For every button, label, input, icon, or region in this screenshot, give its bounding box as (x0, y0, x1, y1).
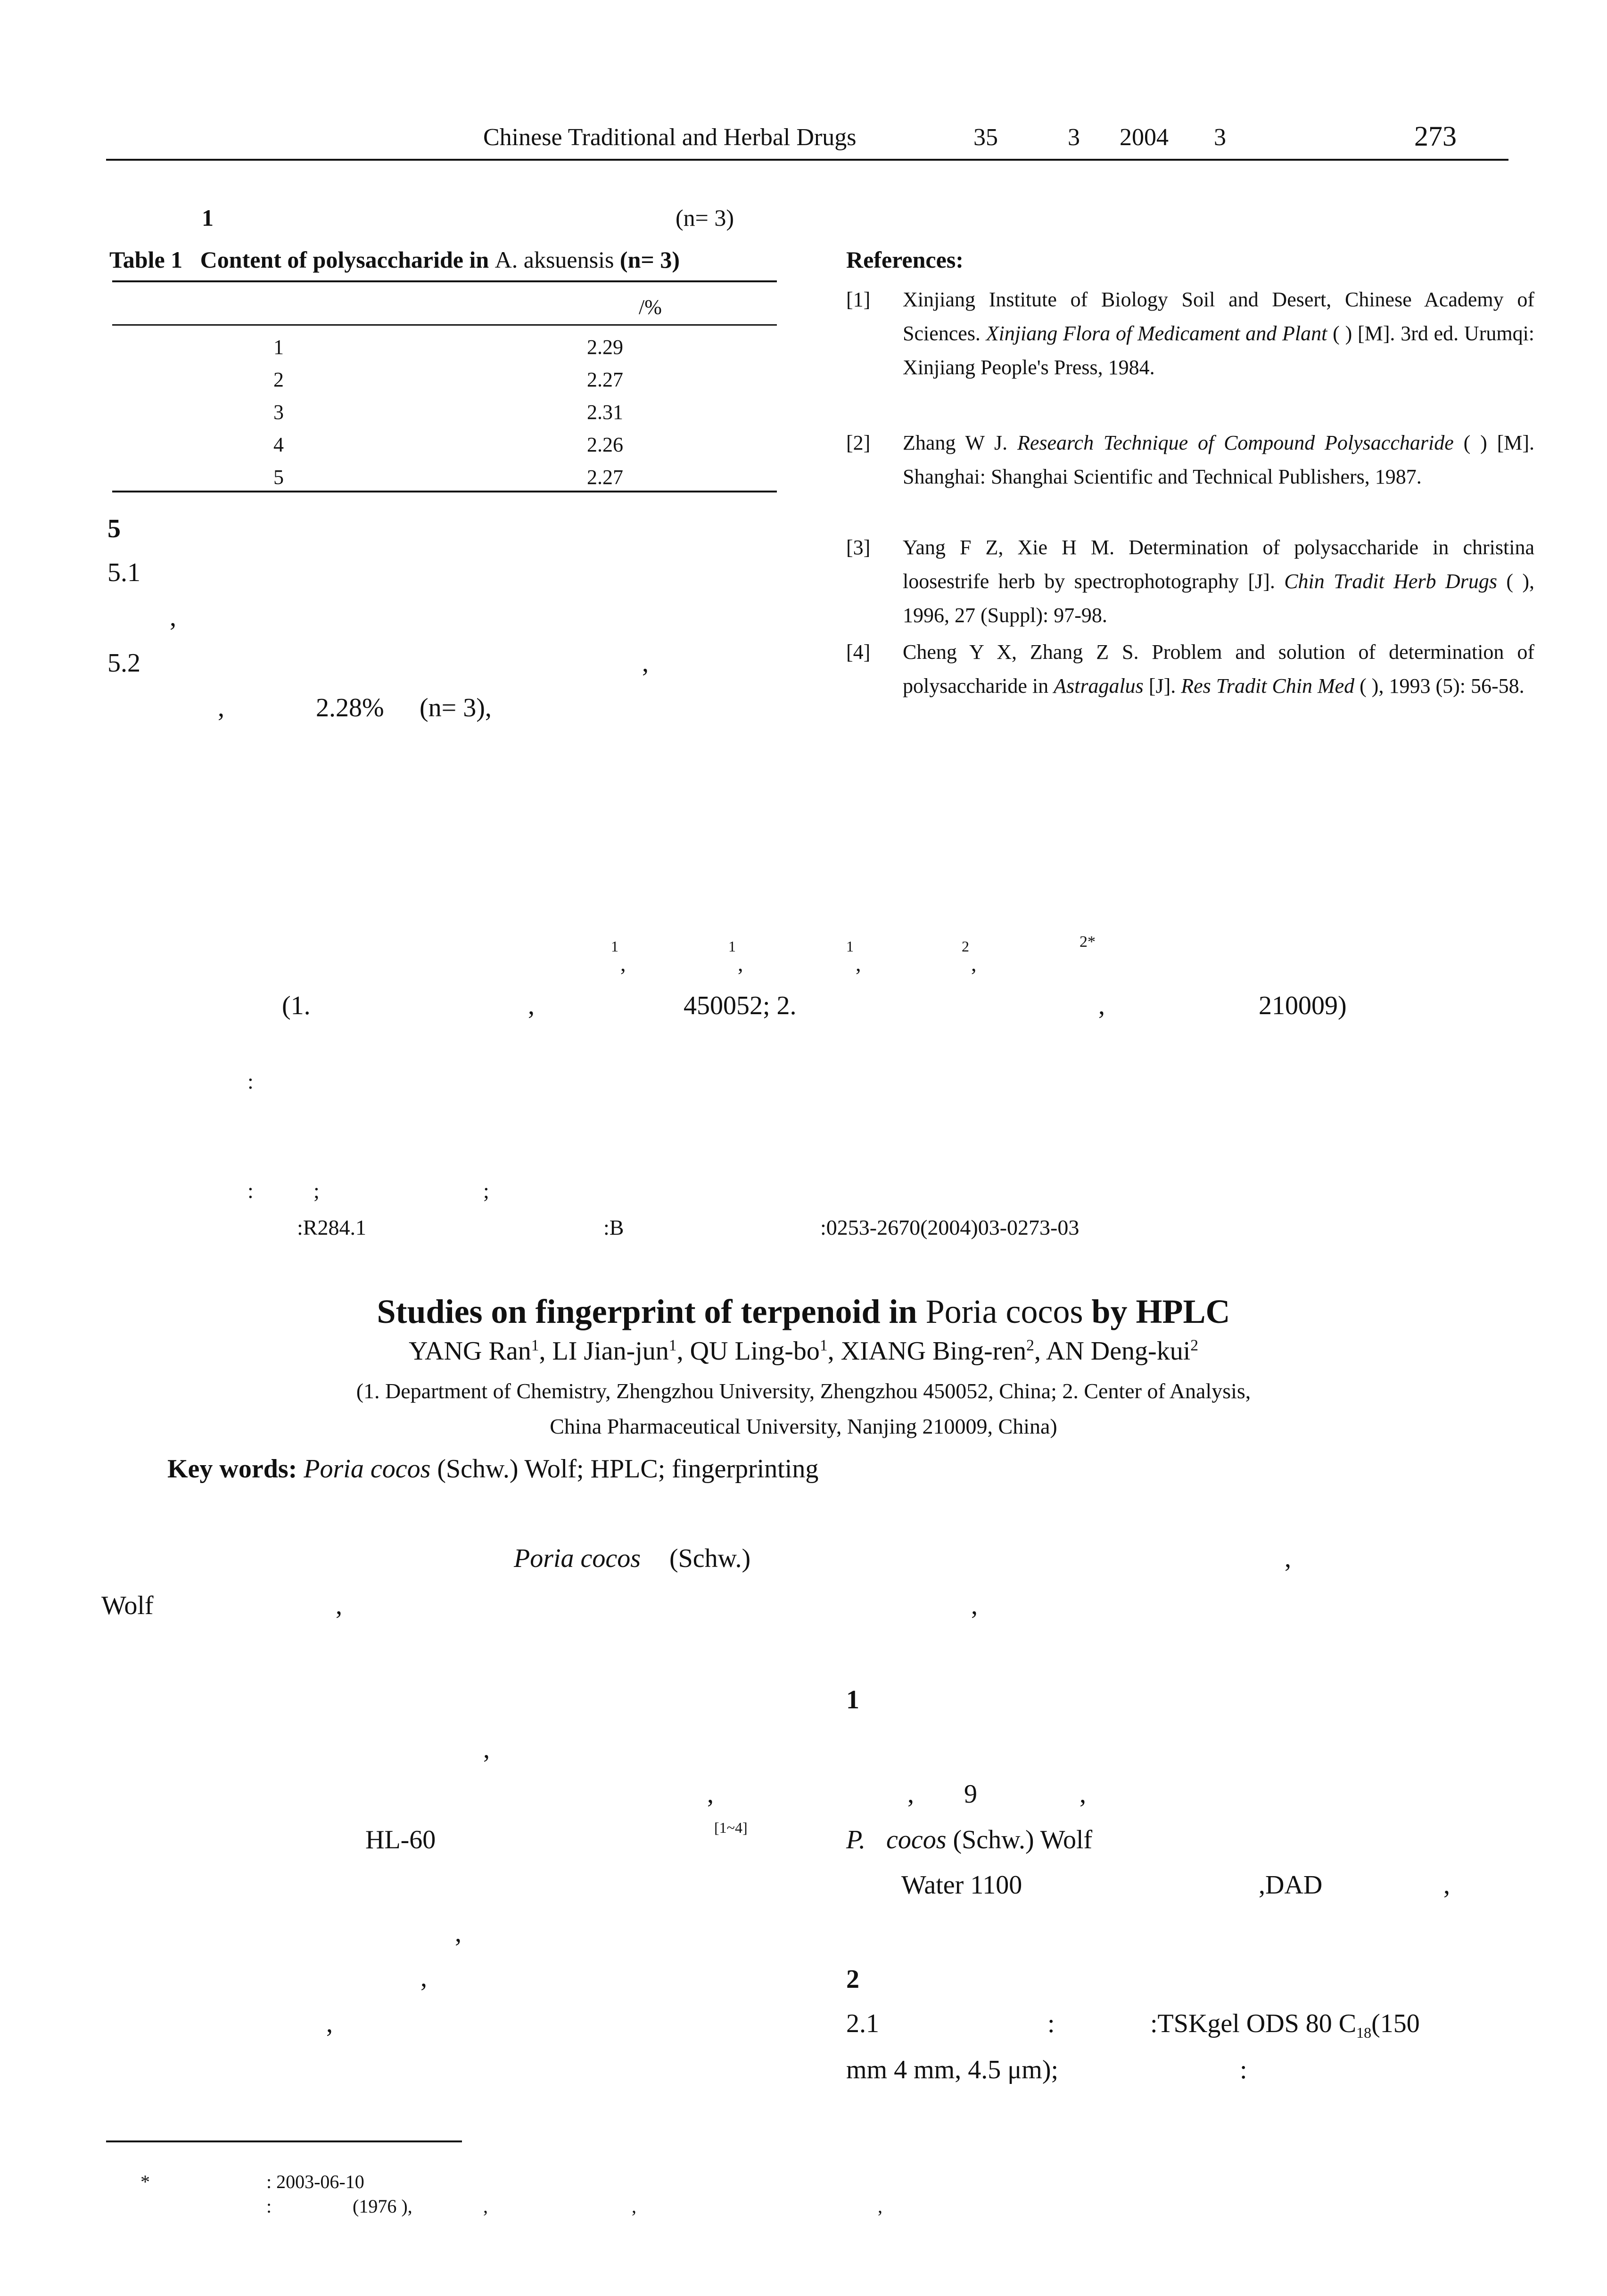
journal-name: Chinese Traditional and Herbal Drugs (483, 124, 857, 151)
table-row-no: 3 (273, 401, 284, 424)
table-mid-rule (112, 324, 777, 326)
clc-number: :R284.1 (297, 1215, 366, 1239)
english-author: YANG Ran (408, 1337, 531, 1366)
reference-number: [1] (846, 288, 871, 311)
methods-column-sub: 18 (1356, 2024, 1372, 2042)
section-5-heading: 5 (107, 514, 121, 543)
section-2-1-heading: 2.1 (846, 2009, 879, 2038)
english-author: AN Deng-kui (1046, 1337, 1191, 1366)
footnote-bio-colon: : (266, 2196, 272, 2217)
footnote-rule (106, 2140, 462, 2142)
english-author: LI Jian-jun (552, 1337, 669, 1366)
reference-text-part: Xinjiang Institute of Biology Soil and Desert, Chinese Academy of Sciences. (903, 288, 1534, 345)
author-sep-4: , (971, 951, 977, 976)
affiliation-zip-2: 210009) (1259, 991, 1347, 1020)
intro-species: Poria cocos (514, 1544, 641, 1573)
intro-comma: , (326, 2009, 333, 2038)
reference-text-part: ( ), 1993 (5): 56-58. (1354, 674, 1525, 697)
section-5-2-comma: , (642, 648, 649, 678)
document-code: :B (603, 1215, 624, 1239)
reference-text-part: Research Technique of Compound Polysaccharide (1017, 431, 1454, 454)
english-title-species: Poria cocos (925, 1293, 1083, 1330)
reference-item (846, 283, 1534, 419)
intro-comma: , (483, 1735, 490, 1764)
methods-sample-count: 9 (964, 1779, 977, 1809)
table-bottom-rule (112, 491, 777, 492)
journal-issue: 3 (1068, 124, 1080, 151)
english-keywords (167, 1454, 818, 1484)
result-n: (n= 3), (420, 693, 492, 722)
reference-text-part: Xinjiang Flora of Medicament and Plant (986, 322, 1327, 345)
table-species-genus: A. (494, 246, 518, 273)
table-caption-en (109, 246, 680, 273)
methods-dimensions: mm 4 mm, 4.5 μm); (846, 2055, 1059, 2084)
reference-number: [3] (846, 536, 871, 559)
section-1-heading: 1 (846, 1685, 859, 1714)
english-author-sup: 2 (1190, 1337, 1199, 1354)
author-sup-5: 2* (1080, 933, 1096, 951)
methods-comma: , (1443, 1870, 1450, 1900)
table-title: Content of polysaccharide in (200, 246, 489, 273)
author-sep-3: , (856, 951, 861, 976)
reference-text (903, 283, 1534, 385)
english-authors: YANG Ran$^1$, LI Jian-jun$^1$, QU Ling-$bo^1$, XIANG Bing-ren$^2$, AN Deng-kui$^2$ (408, 1337, 1199, 1366)
reference-item (846, 635, 1534, 739)
reference-text (903, 426, 1534, 494)
english-keywords-rest: (Schw.) Wolf; HPLC; fingerprinting (437, 1454, 819, 1484)
reference-text-part: ( ) [M]. Shanghai: Shanghai Scientific and Technical Publishers, 1987. (903, 431, 1534, 488)
affiliation-open: (1. (282, 991, 311, 1020)
result-value: 2.28% (316, 693, 384, 722)
english-author-sup: 2 (1026, 1337, 1034, 1354)
english-author: QU Ling-bo (690, 1337, 820, 1366)
english-author: XIANG Bing-ren (841, 1337, 1027, 1366)
reference-item (846, 426, 1534, 530)
footnote-star: * (140, 2171, 150, 2192)
table-n: (n= 3) (619, 246, 680, 273)
keywords-semicolon-1: ; (313, 1179, 320, 1203)
methods-instrument: Water 1100 (901, 1870, 1022, 1900)
table-row-val: 2.27 (587, 466, 623, 489)
reference-text-part: Cheng Y X, Zhang Z S. Problem and solution of determination of polysaccharide in (903, 640, 1534, 697)
reference-number: [4] (846, 640, 871, 664)
table-caption-number: 1 (202, 205, 214, 231)
reference-number: [2] (846, 431, 871, 454)
methods-species-name: cocos (886, 1825, 947, 1854)
table-top-rule (112, 280, 777, 282)
affiliation-comma-1: , (528, 991, 535, 1020)
methods-column-rest: (150 (1371, 2009, 1420, 2038)
methods-detector: ,DAD (1259, 1870, 1323, 1900)
table-row-no: 1 (273, 336, 284, 359)
english-affiliation-line-1: (1. Department of Chemistry, Zhengzhou University, Zhengzhou 450052, China; 2. Center of Analysis, (356, 1379, 1251, 1403)
keywords-semicolon-2: ; (483, 1179, 489, 1203)
table-species: aksuensis (523, 246, 614, 273)
header-rule (106, 159, 1508, 161)
intro-comma: , (971, 1591, 978, 1620)
article-id: :0253-2670(2004)03-0273-03 (820, 1215, 1080, 1239)
english-author-sup: 1 (668, 1337, 677, 1354)
affiliation-zip-1: 450052; 2. (684, 991, 797, 1020)
methods-column-name: :TSKgel ODS 80 C (1150, 2009, 1357, 2038)
table-col-unit: /% (639, 295, 662, 319)
table-label: Table 1 (109, 246, 183, 273)
methods-comma: , (1080, 1779, 1086, 1809)
footnote-bio-comma: , (483, 2196, 488, 2217)
reference-text-part: ( ), 1996, 27 (Suppl): 97-98. (903, 570, 1534, 627)
methods-species-genus: P. (846, 1825, 865, 1854)
english-title (0, 1292, 1607, 1331)
reference-item (846, 531, 1534, 634)
table-caption-n: (n= 3) (676, 205, 734, 231)
reference-text-part: Astragalus (1054, 674, 1144, 697)
footnote-bio-comma: , (632, 2196, 636, 2217)
references-title: References: (846, 246, 964, 273)
footnote-bio-comma: , (878, 2196, 882, 2217)
footnote-bio-year: (1976 ), (353, 2196, 412, 2217)
author-sep-1: , (620, 951, 626, 976)
methods-column (1150, 2009, 1420, 2042)
author-sup-4: 2 (962, 938, 969, 955)
table-row-no: 4 (273, 433, 284, 456)
table-row-val: 2.29 (587, 336, 623, 359)
keywords-colon: : (247, 1179, 254, 1203)
reference-text-part: [J]. (1143, 674, 1181, 697)
intro-schw: (Schw.) (669, 1544, 751, 1573)
reference-text (903, 635, 1534, 703)
english-affiliation-line-2: China Pharmaceutical University, Nanjing 210009, China) (550, 1414, 1057, 1438)
english-author-sup: 1 (819, 1337, 828, 1354)
page-number: 273 (1414, 121, 1457, 152)
reference-text-part: Res Tradit Chin Med (1181, 674, 1355, 697)
intro-wolf: Wolf (101, 1591, 154, 1620)
footnote-received: : 2003-06-10 (266, 2171, 364, 2192)
english-keywords-label: Key words: (167, 1454, 297, 1484)
intro-comma: , (455, 1919, 461, 1948)
table-row-no: 2 (273, 368, 284, 391)
methods-species-authority: (Schw.) Wolf (953, 1825, 1093, 1854)
intro-citation: [1~4] (714, 1819, 748, 1836)
result-comma: , (218, 693, 224, 722)
table-row-no: 5 (273, 466, 284, 489)
section-5-2-heading: 5.2 (107, 648, 140, 678)
table-row-val: 2.31 (587, 401, 623, 424)
author-sup-1: 1 (611, 938, 618, 955)
intro-comma: , (707, 1779, 714, 1809)
intro-comma: , (420, 1963, 427, 1993)
author-sup-2: 1 (728, 938, 736, 955)
reference-text-part: Yang F Z, Xie H M. Determination of polysaccharide in christina loosestrife herb by spectrophotography [J]. (903, 536, 1534, 593)
reference-text-part: Chin Tradit Herb Drugs (1284, 570, 1497, 593)
reference-text (903, 531, 1534, 632)
methods-comma: , (907, 1779, 914, 1809)
intro-hl60: HL-60 (365, 1825, 436, 1854)
affiliation-comma-2: , (1098, 991, 1105, 1020)
table-row-val: 2.26 (587, 433, 623, 456)
methods-species (846, 1825, 1092, 1855)
journal-volume: 35 (973, 124, 998, 151)
journal-year: 2004 (1120, 124, 1169, 151)
table-row-val: 2.27 (587, 368, 623, 391)
english-title-end: by HPLC (1091, 1293, 1230, 1330)
english-title-text: Studies on fingerprint of terpenoid in (377, 1293, 917, 1330)
section-2-heading: 2 (846, 1965, 859, 1994)
abstract-label-colon: : (247, 1069, 254, 1093)
methods-colon: : (1240, 2055, 1247, 2084)
intro-comma: , (1285, 1544, 1291, 1573)
reference-text-part: ( ) [M]. 3rd ed. Urumqi: Xinjiang People's Press, 1984. (903, 322, 1535, 379)
author-sep-2: , (738, 951, 743, 976)
english-keywords-species: Poria cocos (304, 1454, 431, 1484)
section-5-1-comma: , (170, 603, 176, 632)
methods-colon: : (1047, 2009, 1055, 2038)
reference-text-part: Zhang W J. (903, 431, 1017, 454)
journal-month: 3 (1214, 124, 1226, 151)
author-sup-3: 1 (846, 938, 854, 955)
intro-comma: , (336, 1591, 342, 1620)
section-5-1-heading: 5.1 (107, 558, 140, 587)
english-author-sup: 1 (531, 1337, 539, 1354)
